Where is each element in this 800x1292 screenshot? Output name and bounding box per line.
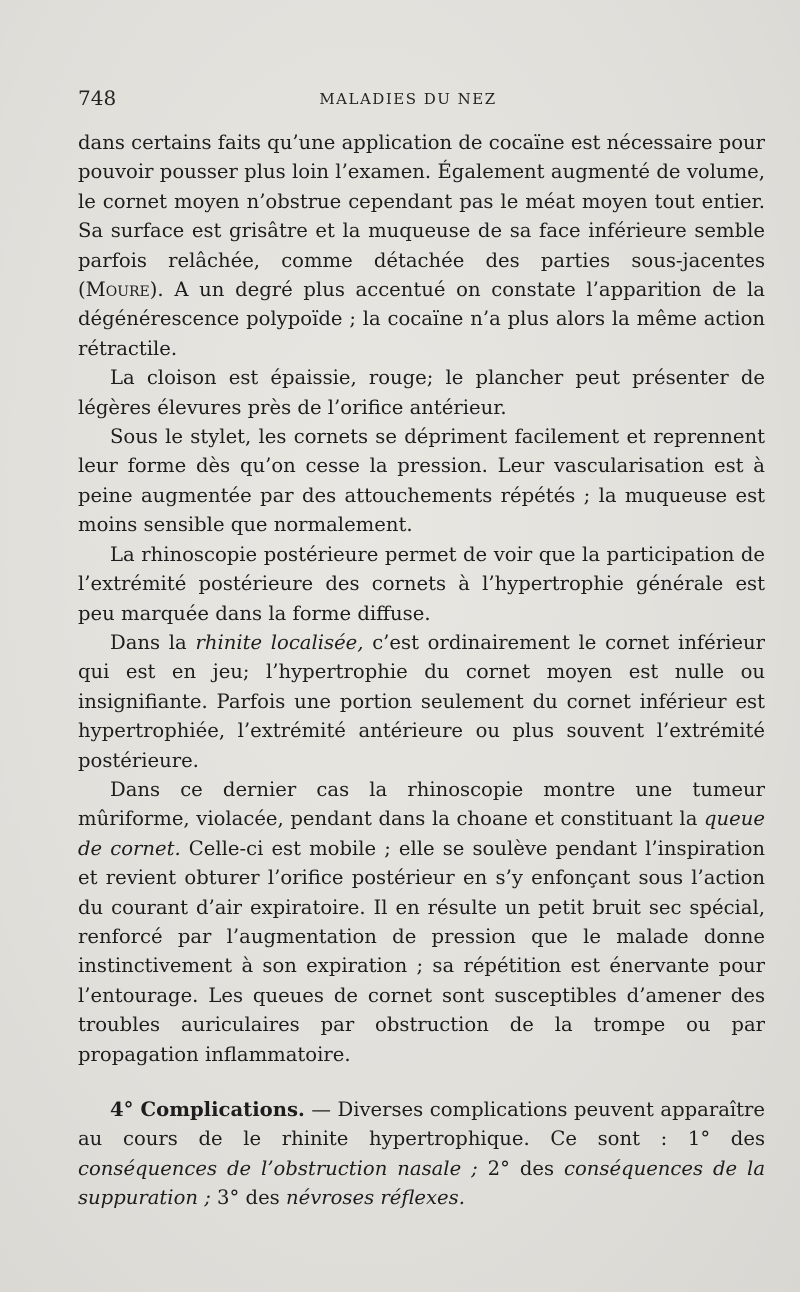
running-title: MALADIES DU NEZ — [319, 90, 497, 108]
paragraph-5-italic: rhinite localisée, — [195, 630, 364, 654]
paragraph-5-text-b: c’est ordinairement le cornet inférieur qui est en jeu; l’hypertrophie du cornet moyen est nulle ou insignifiante. Parfois une portion seulement du cornet inférieur est hypertrophiée, l’extrémité antérieure ou plus souvent l’extrémité postérieure. — [78, 630, 765, 772]
paragraph-6-italic: queue de cornet. — [78, 807, 765, 860]
paragraph-1-text-b: ). A un degré plus accentué on constate l’apparition de la dégénérescence polypoïde ; la cocaïne n’a plus alors la même action rétractile. — [78, 278, 765, 360]
paragraph-2: La cloison est épaissie, rouge; le plancher peut présenter de légères élevures près de l’orifice antérieur. — [78, 366, 765, 419]
section-italic-2: conséquences de la suppuration ; — [78, 1156, 766, 1210]
paragraph-5-text-a: Dans la — [110, 630, 196, 654]
section-complications — [78, 1095, 765, 1213]
paragraph-1 — [78, 128, 765, 363]
page-number: 748 — [78, 86, 117, 110]
page-header — [78, 86, 738, 116]
section-text-c: 3° des — [210, 1186, 286, 1210]
paragraph-6-text-b: Celle-ci est mobile ; elle se soulève pendant l’inspiration et revient obturer l’orifice postérieur en s’y enfonçant sous l’action du courant d’air expiratoire. Il en résulte un petit bruit sec spécial, renforcé par l’augmentation de pression que le malade donne instinctivement à son expiration ; sa répétition est énervante pour l’entourage. Les queues de cornet sont susceptibles d’amener des troubles auriculaires par obstruction de la trompe ou par propagation inflammatoire. — [78, 836, 765, 1066]
paragraph-3: Sous le stylet, les cornets se dépriment facilement et reprennent leur forme dès qu’on cesse la pression. Leur vascularisation est à peine augmentée par des attouchements répétés ; la muqueuse est moins sensible que normalement. — [78, 425, 765, 537]
paragraph-5 — [78, 628, 765, 775]
paragraph-6-text-a: Dans ce dernier cas la rhinoscopie montre une tumeur mûriforme, violacée, pendant dans la choane et constituant la — [78, 777, 765, 831]
body-text — [78, 128, 765, 1213]
section-italic-3: névroses réflexes. — [285, 1186, 465, 1210]
paragraph-4: La rhinoscopie postérieure permet de voir que la participation de l’extrémité postérieure des cornets à l’hypertrophie générale est peu marquée dans la forme diffuse. — [78, 542, 765, 625]
section-text-b: 2° des — [477, 1156, 564, 1180]
author-citation: Moure — [85, 278, 150, 302]
section-text-a: — Diverses complications peuvent apparaître au cours de le rhinite hypertrophique. Ce sont : 1° des — [78, 1098, 765, 1151]
section-italic-1: conséquences de l’obstruction nasale ; — [78, 1156, 478, 1180]
paragraph-6 — [78, 775, 765, 1069]
section-title: 4° Complications. — [110, 1098, 305, 1121]
paragraph-1-text-a: dans certains faits qu’une application de cocaïne est nécessaire pour pouvoir pousser plus loin l’examen. Également augmenté de volume, le cornet moyen n’obstrue cependant pas le méat moyen tout entier. Sa surface est grisâtre et la muqueuse de sa face inférieure semble parfois relâchée, comme détachée des parties sous-jacentes ( — [78, 131, 765, 302]
